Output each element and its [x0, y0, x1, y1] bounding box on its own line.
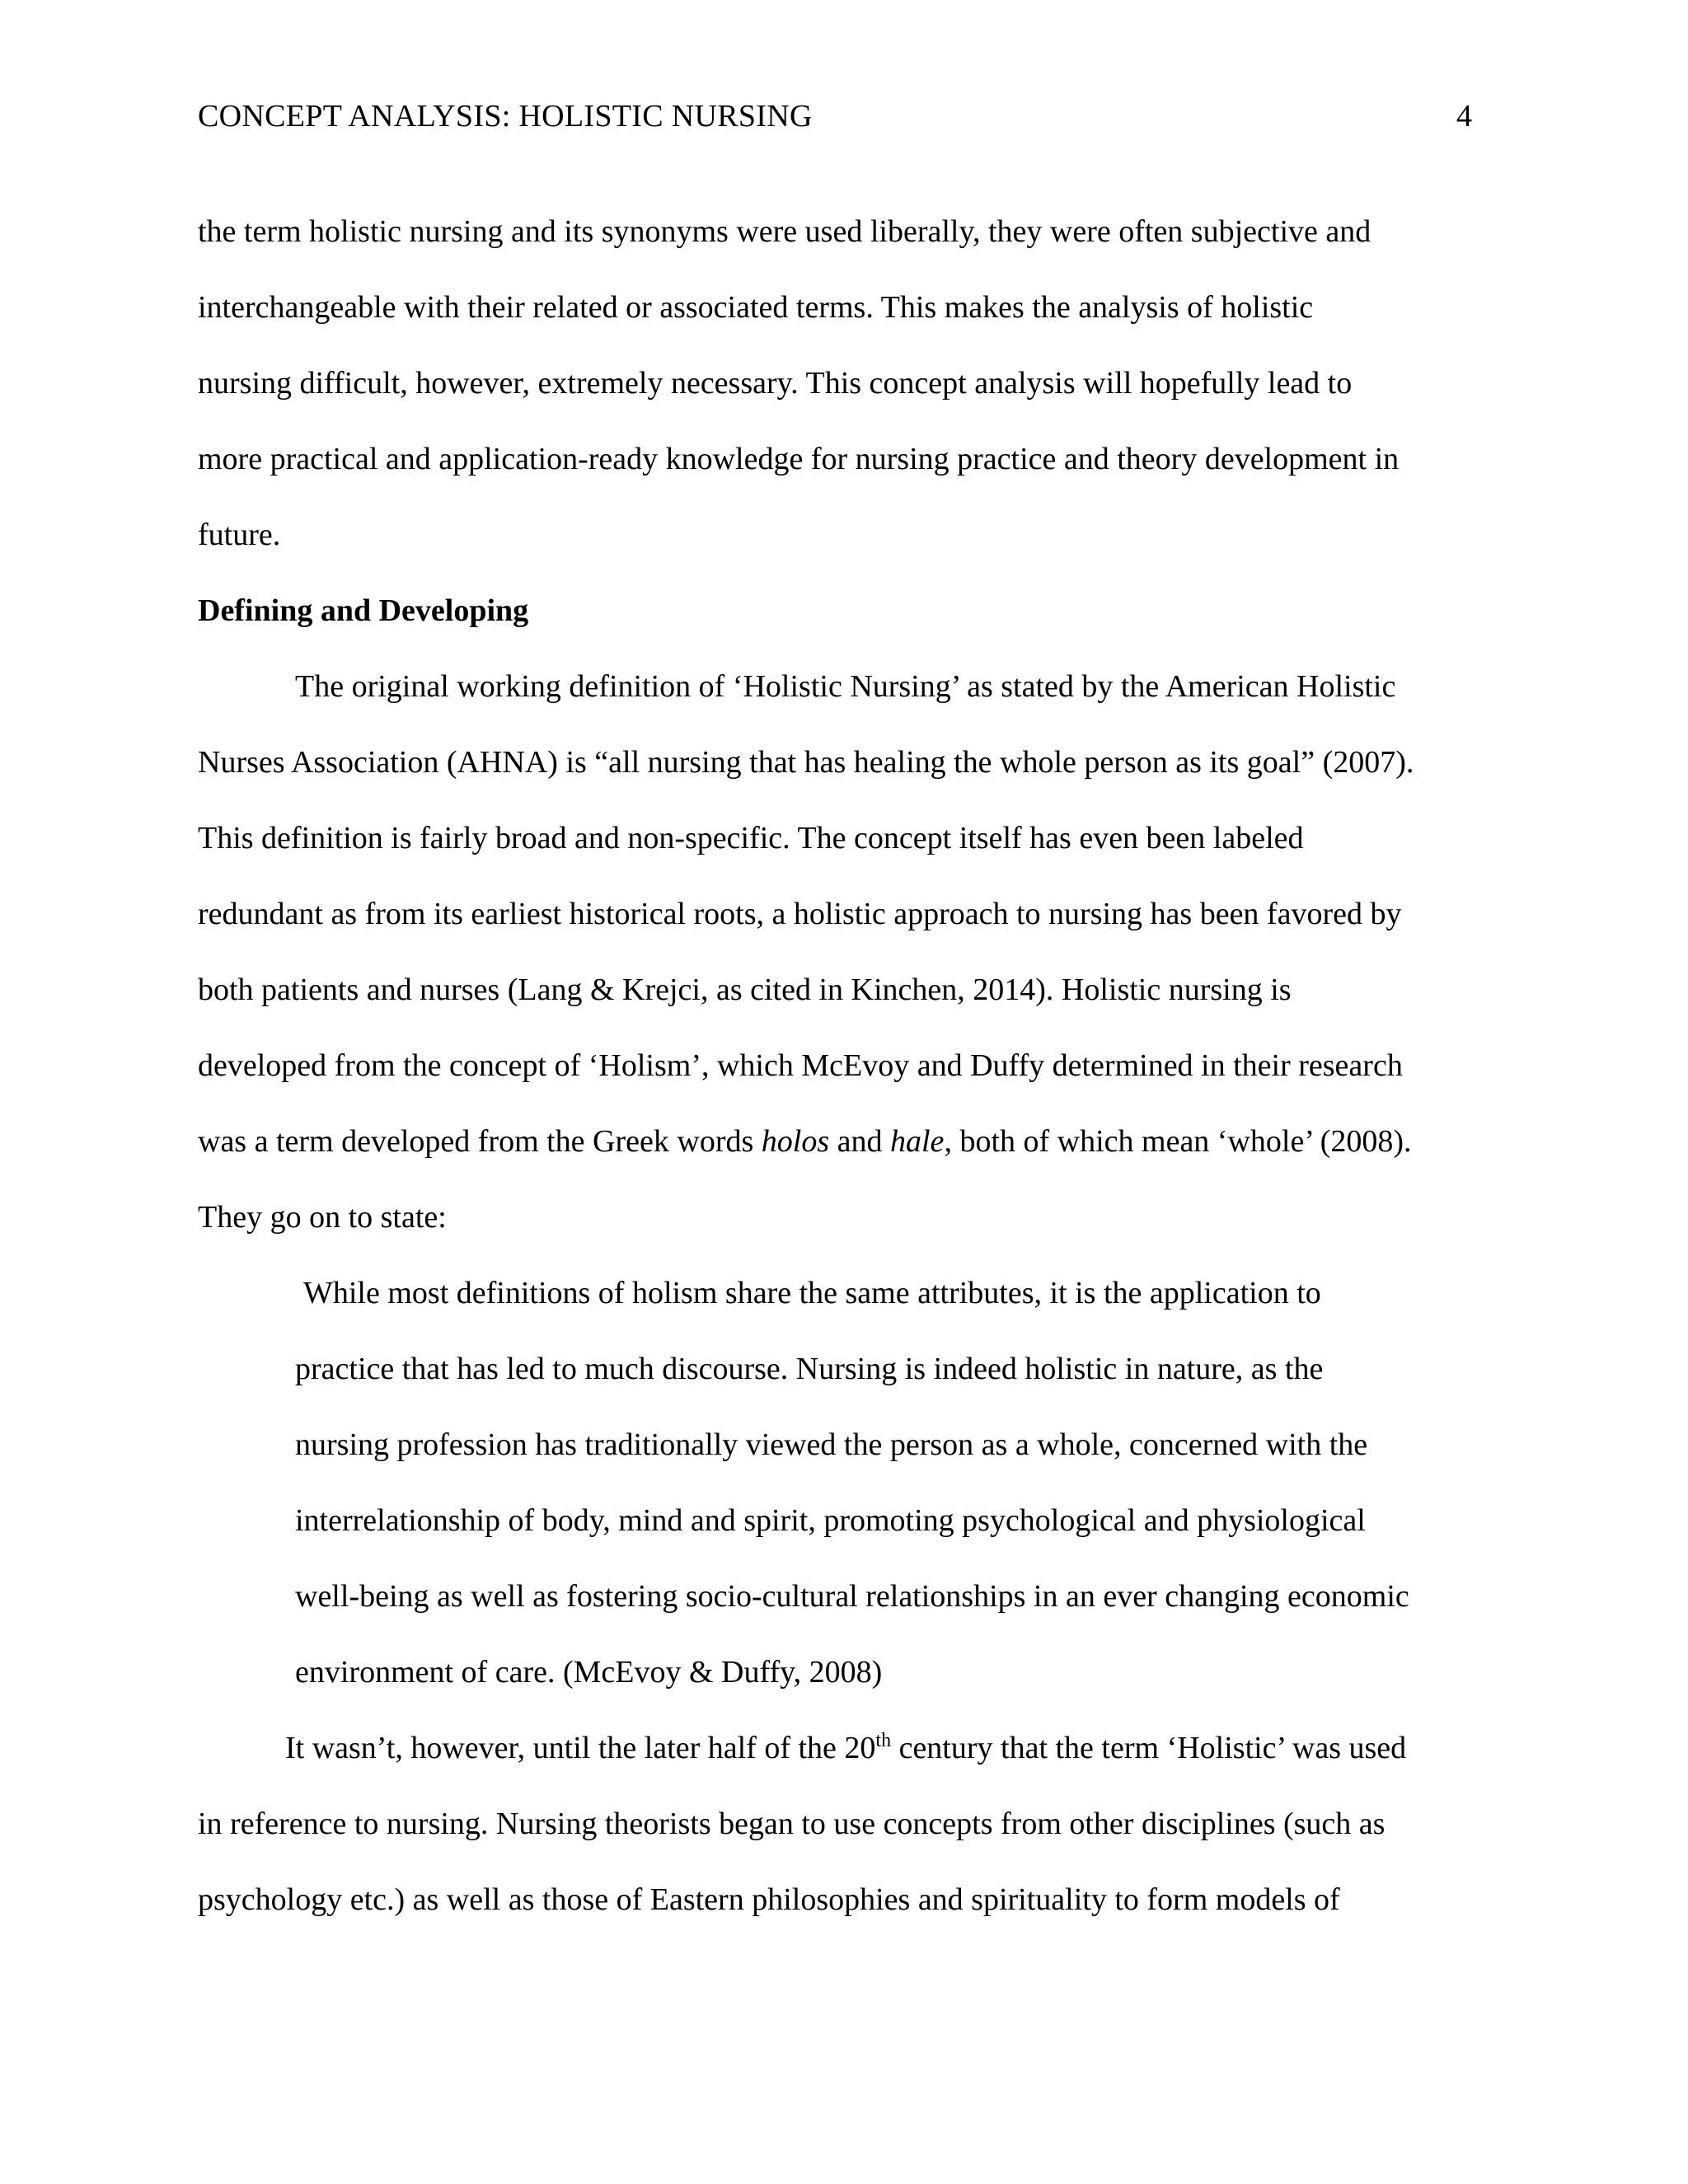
paragraph-line: both patients and nurses (Lang & Krejci, as cited in Kinchen, 2014). Holistic nursing is: [198, 972, 1292, 1007]
block-quote-line: practice that has led to much discourse. Nursing is indeed holistic in nature, as the: [295, 1352, 1324, 1386]
block-quote-line: interrelationship of body, mind and spirit, promoting psychological and physiological: [295, 1503, 1366, 1538]
paragraph-line: [198, 1104, 1484, 1179]
paragraph-line: nursing difficult, however, extremely necessary. This concept analysis will hopefully lead to: [198, 366, 1353, 401]
page-number: 4: [1456, 99, 1472, 134]
section-heading: Defining and Developing: [198, 593, 529, 628]
paragraph-line: more practical and application-ready knowledge for nursing practice and theory development in: [198, 442, 1400, 476]
text-run: century that the term ‘Holistic’ was used: [891, 1731, 1407, 1765]
body-text: [198, 194, 1484, 1938]
text-run: , both of which mean ‘whole’ (2008).: [944, 1124, 1412, 1159]
paragraph-line: psychology etc.) as well as those of Eastern philosophies and spirituality to form models of: [198, 1882, 1340, 1917]
paragraph-line: the term holistic nursing and its synonyms were used liberally, they were often subjective and: [198, 214, 1372, 249]
text-run: It wasn’t, however, until the later half of the 20: [285, 1731, 876, 1765]
paragraph-line: future.: [198, 518, 281, 552]
paragraph-line: redundant as from its earliest historical roots, a holistic approach to nursing has been favored by: [198, 897, 1402, 931]
paragraph-line: The original working definition of ‘Holistic Nursing’ as stated by the American Holistic: [295, 669, 1396, 704]
italic-term: holos: [761, 1124, 830, 1159]
paragraph-line: in reference to nursing. Nursing theorists began to use concepts from other disciplines (such as: [198, 1807, 1386, 1841]
block-quote-line: well-being as well as fostering socio-cultural relationships in an ever changing economic: [295, 1579, 1409, 1614]
block-quote-line: While most definitions of holism share the same attributes, it is the application to: [303, 1276, 1321, 1310]
paragraph-line: They go on to state:: [198, 1200, 447, 1235]
text-run: and: [829, 1124, 890, 1159]
paragraph-line: This definition is fairly broad and non-specific. The concept itself has even been labeled: [198, 821, 1304, 855]
block-quote-line: nursing profession has traditionally viewed the person as a whole, concerned with the: [295, 1427, 1368, 1462]
paragraph-line: [198, 1710, 1484, 1786]
paragraph-line: developed from the concept of ‘Holism’, which McEvoy and Duffy determined in their research: [198, 1048, 1403, 1083]
italic-term: hale: [890, 1124, 945, 1159]
paragraph-line: interchangeable with their related or associated terms. This makes the analysis of holistic: [198, 290, 1314, 325]
superscript: th: [875, 1730, 892, 1751]
running-head: CONCEPT ANALYSIS: HOLISTIC NURSING: [198, 99, 813, 134]
block-quote-line: environment of care. (McEvoy & Duffy, 2008): [295, 1655, 883, 1690]
text-run: was a term developed from the Greek words: [198, 1124, 762, 1159]
paragraph-line: Nurses Association (AHNA) is “all nursing that has healing the whole person as its goal” (2007).: [198, 745, 1414, 780]
